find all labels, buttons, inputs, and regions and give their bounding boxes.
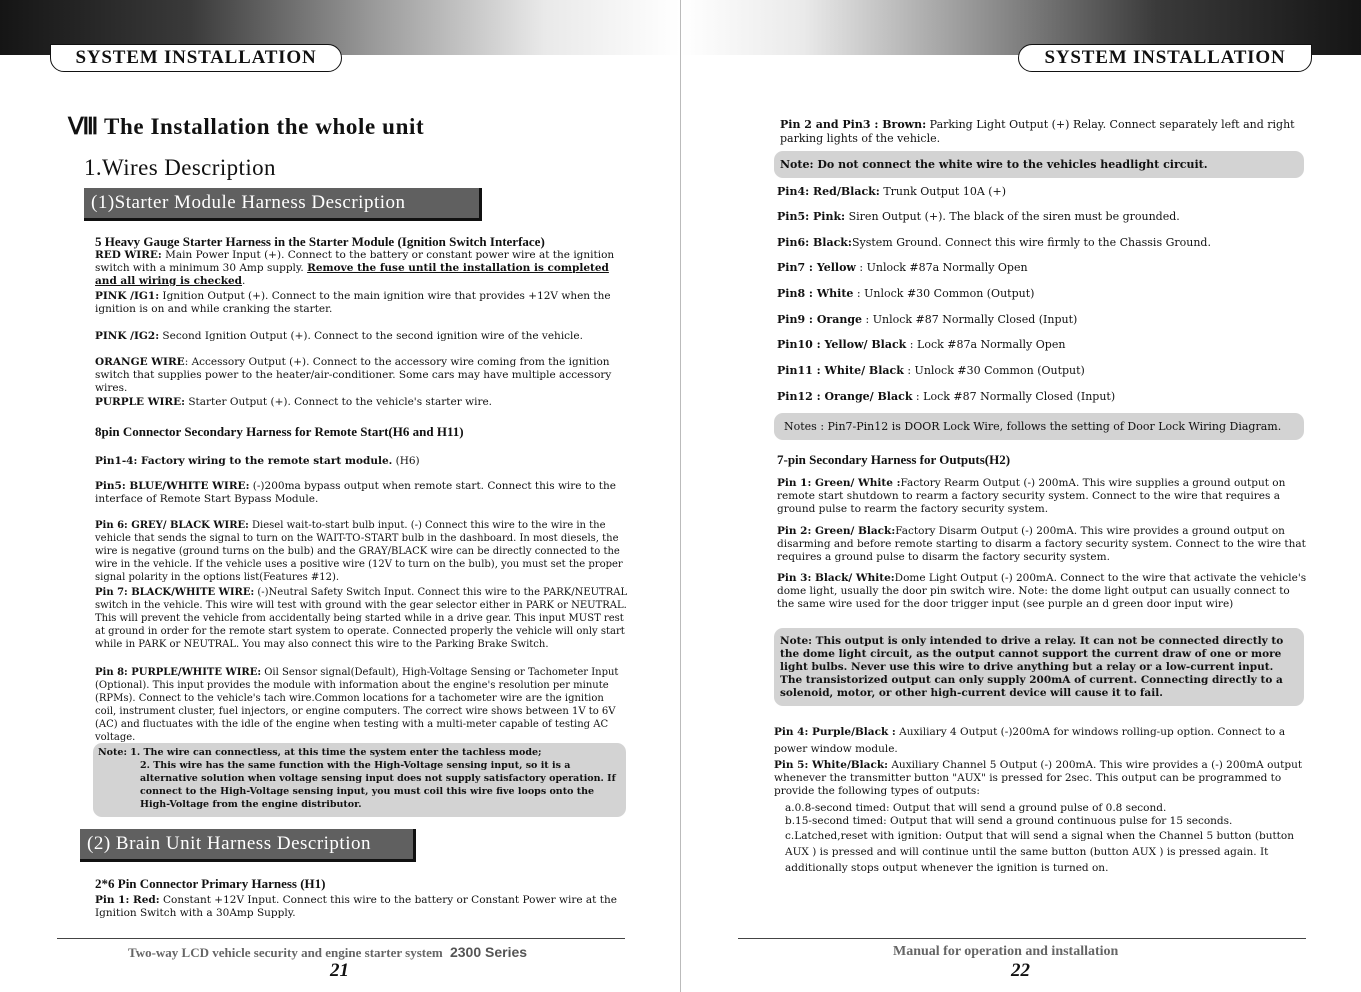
pin7-black-white-text <box>95 586 628 651</box>
pink-ig1-text <box>95 290 628 316</box>
orange-wire-desc: : Accessory Output (+). Connect to the accessory wire coming from the ignition switch that supplies power to the heater/air-conditioner. Some cars may have multiple accessory wires. <box>95 356 612 394</box>
h2-pin5-label: Pin 5: White/Black: <box>774 759 889 771</box>
pink-ig2-label: PINK /IG2: <box>95 330 160 342</box>
section-number: Ⅷ <box>68 114 99 139</box>
purple-wire-label: PURPLE WIRE: <box>95 396 186 408</box>
header-tab: SYSTEM INSTALLATION <box>50 44 342 72</box>
pin-row <box>777 338 1307 351</box>
page-number: 22 <box>1011 960 1030 981</box>
relay-note <box>774 628 1304 706</box>
pin7-desc: (-)Neutral Safety Switch Input. Connect this wire to the PARK/NEUTRAL switch in the vehicle. This wire will test with ground with the gear selector either in PARK or NEUTRAL. This will prevent the vehicle from accidentally being started while in a drive gear. This input MUST rest at ground in order for the remote start system to operate. Connected properly the vehicle will only start while in PARK or NEUTRAL. You may also connect this wire to the Parking Brake Switch. <box>95 587 628 650</box>
orange-wire-label: ORANGE WIRE <box>95 356 185 368</box>
h2-pin1-text <box>777 477 1307 516</box>
h2-pin1-label: Pin 1: Green/ White : <box>777 477 901 489</box>
pin-row <box>777 210 1307 223</box>
red-wire-end: . <box>242 275 246 287</box>
pin-row-desc: : Unlock #30 Common (Output) <box>903 364 1085 377</box>
pin1-4-text <box>95 455 628 468</box>
pin-row-label: Pin6: Black: <box>777 236 852 249</box>
pin-row <box>777 364 1307 377</box>
pin6-desc: Diesel wait-to-start bulb input. (-) Connect this wire to the wire in the vehicle that sends the signal to turn on the WAIT-TO-START bulb in the dashboard. In most diesels, the wire is negative (ground turns on the bulb) and the GRAY/BLACK wire can be directly connected to the wire in the vehicle. If the vehicle uses a positive wire (12V to turn on the bulb), you must set the proper signal polarity in the options list(Features #12). <box>95 520 623 583</box>
footer-rule <box>738 938 1306 939</box>
footer-description: Two-way LCD vehicle security and engine starter system <box>128 945 443 960</box>
footer-series: 2300 Series <box>449 944 528 960</box>
footer-rule <box>57 938 625 939</box>
pin2-3-brown-text <box>780 118 1306 146</box>
output-option-c: c.Latched,reset with ignition: Output that will send a signal when the Channel 5 button (button AUX ) is pressed and will continue until the same button (button AUX ) is pressed again. It additionally stops output whenever the ignition is turned on. <box>785 830 1294 874</box>
pin7-label: Pin 7: BLACK/WHITE WIRE: <box>95 587 255 598</box>
pink-ig2-desc: Second Ignition Output (+). Connect to the second ignition wire of the vehicle. <box>159 330 583 342</box>
note1-line-b: 2. This wire has the same function with the High-Voltage sensing input, so it is a alternative solution when voltage sensing input does not supply satisfactory operation. If connect to the High-Voltage sensing input, you must coil this wire five loops onto the High-Voltage from the engine distributor. <box>140 760 616 810</box>
pin2-3-desc: Parking Light Output (+) Relay. Connect separately left and right parking lights of the vehicle. <box>780 118 1295 145</box>
pin1-4-label: Pin1-4: Factory wiring to the remote start module. <box>95 455 393 467</box>
h2-pin4-text <box>774 724 1308 758</box>
pink-ig1-label: PINK /IG1: <box>95 290 160 302</box>
pin-row <box>777 313 1307 326</box>
h2-pin4-label: Pin 4: Purple/Black : <box>774 726 896 738</box>
heading-7pin: 7-pin Secondary Harness for Outputs(H2) <box>777 452 1011 467</box>
heading-8pin: 8pin Connector Secondary Harness for Remote Start(H6 and H11) <box>95 424 464 439</box>
door-lock-note <box>774 413 1304 440</box>
pin-row <box>777 287 1307 300</box>
pin-row-desc: : Lock #87 Normally Closed (Input) <box>912 390 1116 403</box>
pin1-red-desc: Constant +12V Input. Connect this wire to the battery or Constant Power wire at the Ignition Switch with a 30Amp Supply. <box>95 894 617 919</box>
output-option-b: b.15-second timed: Output that will send a ground continuous pulse for 15 seconds. <box>785 815 1233 827</box>
note1-line-a: Note: 1. The wire can connectless, at this time the system enter the tachless mode; <box>98 747 542 758</box>
pin-row <box>777 236 1307 249</box>
h2-pin5-text <box>774 759 1308 798</box>
h2-pin3-text <box>777 572 1307 611</box>
pin8-desc: Oil Sensor signal(Default), High-Voltage Sensing or Tachometer Input (Optional). This input provides the module with information about the engine's resolution per minute (RPMs). Connect to the vehicle's tach wire.Common locations for a tachometer wire are the ignition coil, instrument cluster, fuel injectors, or engine computers. The correct wire shows between 1V to 6V (AC) and fluctuates with the idle of the engine when testing with a multi-meter capable of testing AC voltage. <box>95 667 619 743</box>
pin6-grey-black-text <box>95 519 628 584</box>
red-wire-desc: Main Power Input (+). Connect to the battery or constant power wire at the ignition switch with a minimum 30 Amp supply. <box>95 249 615 274</box>
door-lock-note-text: Notes : Pin7-Pin12 is DOOR Lock Wire, follows the setting of Door Lock Wiring Diagram. <box>784 420 1282 433</box>
footer-text: Manual for operation and installation <box>893 944 1119 959</box>
pink-ig2-text <box>95 330 628 343</box>
footer-text <box>128 944 527 961</box>
h2-pin3-desc: Dome Light Output (-) 200mA. Connect to the wire that activate the vehicle's dome light, usually the door pin switch wire. Note: the dome light output can usually connect to the same wire used for the door trigger input (see purple an d green door input wire) <box>777 572 1307 610</box>
heading-2x6: 2*6 Pin Connector Primary Harness (H1) <box>95 876 326 891</box>
pin6-label: Pin 6: GREY/ BLACK WIRE: <box>95 520 249 531</box>
red-wire-label: RED WIRE: <box>95 249 162 261</box>
pin-row-desc: Siren Output (+). The black of the siren must be grounded. <box>845 210 1180 223</box>
pin-row-label: Pin10 : Yellow/ Black <box>777 338 907 351</box>
pin-row-label: Pin7 : Yellow <box>777 261 856 274</box>
h2-pin5-desc: Auxiliary Channel 5 Output (-) 200mA. This wire provides a (-) 200mA output whenever the transmitter button "AUX" is pressed for 2sec. This output can be programmed to provide the following types of outputs: <box>774 759 1303 797</box>
pin-row-label: Pin8 : White <box>777 287 854 300</box>
header-tab: SYSTEM INSTALLATION <box>1018 44 1312 72</box>
section-title: The Installation the whole unit <box>104 114 425 139</box>
pin-row <box>777 185 1307 198</box>
starter-module-tab: (1)Starter Module Harness Description <box>84 188 482 221</box>
orange-wire-text <box>95 356 628 395</box>
pin-row-label: Pin11 : White/ Black <box>777 364 904 377</box>
pin-row <box>777 261 1307 274</box>
h2-pin3-label: Pin 3: Black/ White: <box>777 572 895 584</box>
tachless-note <box>93 743 626 817</box>
white-wire-note-text: Note: Do not connect the white wire to the vehicles headlight circuit. <box>780 158 1208 171</box>
subsection-title: 1.Wires Description <box>84 155 276 180</box>
pin1-4-desc: (H6) <box>392 455 420 467</box>
purple-wire-desc: Starter Output (+). Connect to the vehicle's starter wire. <box>185 396 493 408</box>
pin2-3-label: Pin 2 and Pin3 : Brown: <box>780 118 927 131</box>
pin5-blue-white-text <box>95 480 628 506</box>
page-number: 21 <box>330 960 349 981</box>
pin5-desc: (-)200ma bypass output when remote start. Connect this wire to the interface of Remote Start Bypass Module. <box>95 480 616 505</box>
pin-row-desc: System Ground. Connect this wire firmly to the Chassis Ground. <box>851 236 1211 249</box>
right-page <box>681 0 1361 992</box>
heading-5heavy: 5 Heavy Gauge Starter Harness in the Starter Module (Ignition Switch Interface) <box>95 234 545 249</box>
h2-pin1-desc: Factory Rearm Output (-) 200mA. This wire supplies a ground output on remote start shutdown to rearm a factory security system. Connect to the wire that requires a ground pulse to rearm the factory security system. <box>777 477 1286 515</box>
pin-row-desc: : Unlock #87 Normally Closed (Input) <box>862 313 1078 326</box>
pink-ig1-desc: Ignition Output (+). Connect to the main ignition wire that provides +12V when the ignition is on and while cranking the starter. <box>95 290 611 315</box>
pin-row <box>777 390 1307 403</box>
output-option-a: a.0.8-second timed: Output that will send a ground pulse of 0.8 second. <box>785 802 1167 814</box>
h2-pin2-label: Pin 2: Green/ Black: <box>777 525 896 537</box>
pin5-label: Pin5: BLUE/WHITE WIRE: <box>95 480 250 492</box>
h2-pin4-desc: Auxiliary 4 Output (-)200mA for windows rolling-up option. Connect to a power window module. <box>774 726 1286 755</box>
red-wire-warning: Remove the fuse until the installation is completed and all wiring is checked <box>95 262 609 287</box>
pin-row-desc: : Lock #87a Normally Open <box>906 338 1066 351</box>
red-wire-text <box>95 249 628 288</box>
pin8-purple-white-text <box>95 666 628 744</box>
white-wire-note <box>774 151 1304 178</box>
pin1-red-text <box>95 894 628 920</box>
h2-pin2-desc: Factory Disarm Output (-) 200mA. This wire provides a ground output on disarming and before remote starting to disarm a factory security system. Connect to the wire that requires a ground pulse to disarm the factory security system. <box>777 525 1306 563</box>
pin8-label: Pin 8: PURPLE/WHITE WIRE: <box>95 667 262 678</box>
pin-row-label: Pin4: Red/Black: <box>777 185 880 198</box>
pin-row-desc: : Unlock #87a Normally Open <box>855 261 1028 274</box>
brain-unit-tab: (2) Brain Unit Harness Description <box>80 829 416 862</box>
pin-row-desc: : Unlock #30 Common (Output) <box>853 287 1035 300</box>
pin-row-label: Pin9 : Orange <box>777 313 863 326</box>
pin-row-label: Pin12 : Orange/ Black <box>777 390 913 403</box>
pin-row-desc: Trunk Output 10A (+) <box>879 185 1007 198</box>
relay-note-text: Note: This output is only intended to drive a relay. It can not be connected directly to the dome light circuit, as the output cannot support the current draw of one or more light bulbs. Never use this wire to drive anything but a relay or a low-current input. The transistorized output can only supply 200mA of current. Connecting directly to a solenoid, motor, or other high-current device will cause it to fail. <box>780 635 1284 699</box>
pin-row-label: Pin5: Pink: <box>777 210 846 223</box>
h2-pin2-text <box>777 525 1307 564</box>
purple-wire-text <box>95 396 628 409</box>
pin1-red-label: Pin 1: Red: <box>95 894 160 906</box>
